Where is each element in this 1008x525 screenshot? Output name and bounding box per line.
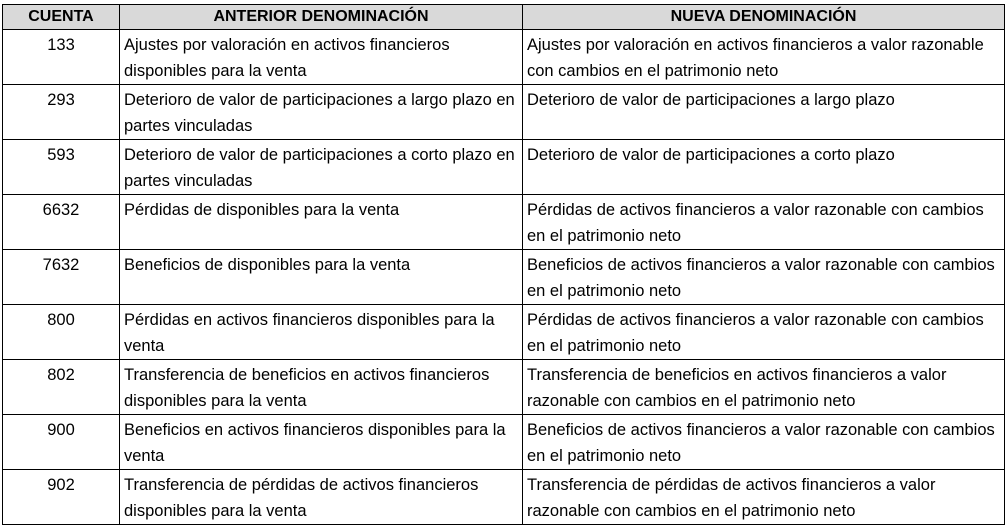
account-code: 7632 bbox=[3, 250, 120, 305]
old-denomination: Deterioro de valor de participaciones a corto plazo en partes vinculadas bbox=[120, 140, 523, 195]
account-code: 133 bbox=[3, 30, 120, 85]
table-header bbox=[3, 5, 1005, 30]
new-denomination: Beneficios de activos financieros a valor razonable con cambios en el patrimonio neto bbox=[523, 415, 1005, 470]
table-row bbox=[3, 305, 1005, 360]
old-denomination: Ajustes por valoración en activos financieros disponibles para la venta bbox=[120, 30, 523, 85]
table-row bbox=[3, 195, 1005, 250]
new-denomination: Pérdidas de activos financieros a valor razonable con cambios en el patrimonio neto bbox=[523, 195, 1005, 250]
account-code: 6632 bbox=[3, 195, 120, 250]
new-denomination: Beneficios de activos financieros a valor razonable con cambios en el patrimonio neto bbox=[523, 250, 1005, 305]
new-denomination: Deterioro de valor de participaciones a corto plazo bbox=[523, 140, 1005, 195]
table-row bbox=[3, 470, 1005, 525]
table-row bbox=[3, 360, 1005, 415]
account-code: 902 bbox=[3, 470, 120, 525]
table-body bbox=[3, 30, 1005, 525]
old-denomination: Beneficios en activos financieros disponibles para la venta bbox=[120, 415, 523, 470]
new-denomination: Deterioro de valor de participaciones a largo plazo bbox=[523, 85, 1005, 140]
old-denomination: Pérdidas de disponibles para la venta bbox=[120, 195, 523, 250]
header-nueva-denominacion: NUEVA DENOMINACIÓN bbox=[523, 5, 1005, 30]
old-denomination: Pérdidas en activos financieros disponibles para la venta bbox=[120, 305, 523, 360]
new-denomination: Pérdidas de activos financieros a valor razonable con cambios en el patrimonio neto bbox=[523, 305, 1005, 360]
account-code: 593 bbox=[3, 140, 120, 195]
old-denomination: Beneficios de disponibles para la venta bbox=[120, 250, 523, 305]
account-code: 900 bbox=[3, 415, 120, 470]
account-code: 293 bbox=[3, 85, 120, 140]
table-row bbox=[3, 415, 1005, 470]
account-code: 802 bbox=[3, 360, 120, 415]
old-denomination: Deterioro de valor de participaciones a largo plazo en partes vinculadas bbox=[120, 85, 523, 140]
old-denomination: Transferencia de beneficios en activos financieros disponibles para la venta bbox=[120, 360, 523, 415]
old-denomination: Transferencia de pérdidas de activos financieros disponibles para la venta bbox=[120, 470, 523, 525]
new-denomination: Ajustes por valoración en activos financieros a valor razonable con cambios en el patrimonio neto bbox=[523, 30, 1005, 85]
header-cuenta: CUENTA bbox=[3, 5, 120, 30]
new-denomination: Transferencia de beneficios en activos financieros a valor razonable con cambios en el patrimonio neto bbox=[523, 360, 1005, 415]
table-row bbox=[3, 30, 1005, 85]
new-denomination: Transferencia de pérdidas de activos financieros a valor razonable con cambios en el patrimonio neto bbox=[523, 470, 1005, 525]
account-denomination-table bbox=[2, 4, 1005, 525]
header-row bbox=[3, 5, 1005, 30]
table-row bbox=[3, 85, 1005, 140]
table-row bbox=[3, 140, 1005, 195]
table-row bbox=[3, 250, 1005, 305]
account-code: 800 bbox=[3, 305, 120, 360]
header-anterior-denominacion: ANTERIOR DENOMINACIÓN bbox=[120, 5, 523, 30]
